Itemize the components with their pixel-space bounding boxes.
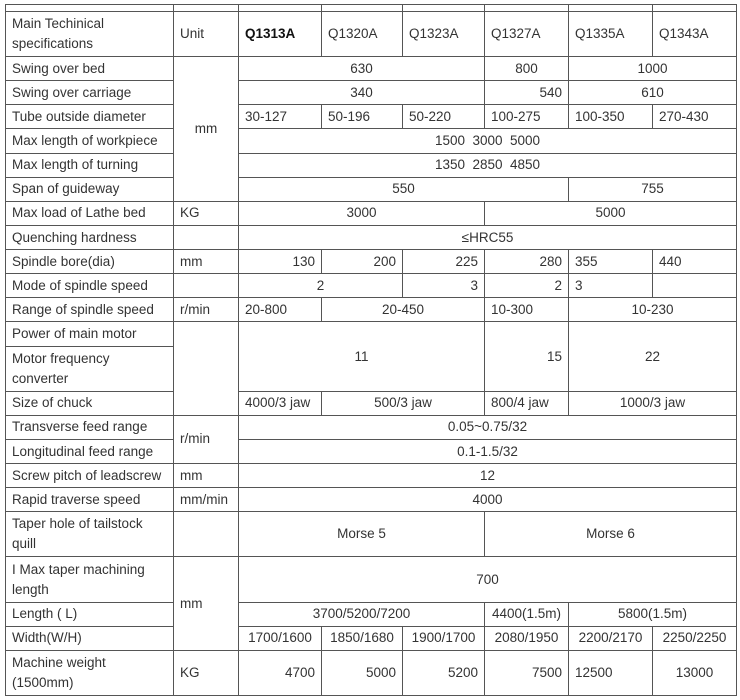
unit-cell [174, 274, 239, 298]
model-q1323a: Q1323A [403, 12, 485, 57]
value-cell: 2 [485, 274, 569, 298]
row-max-length-turning [6, 153, 737, 177]
row-power-main-motor [6, 322, 737, 346]
value-cell: 11 [239, 322, 485, 391]
value-cell: 700 [239, 557, 737, 602]
unit-cell: mm [174, 57, 239, 202]
value-cell: 200 [322, 250, 403, 274]
row-longitudinal-feed-range [6, 439, 737, 463]
value-cell: 4700 [239, 650, 322, 695]
row-taper-hole-tailstock [6, 512, 737, 557]
header-row [6, 12, 737, 57]
unit-cell: r/min [174, 298, 239, 322]
spec-label: Max length of workpiece [6, 129, 174, 153]
value-cell: 1900/1700 [403, 626, 485, 650]
value-cell: 20-450 [322, 298, 485, 322]
value-cell: 500/3 jaw [322, 391, 485, 415]
value-cell: 20-800 [239, 298, 322, 322]
spec-label: Longitudinal feed range [6, 439, 174, 463]
value-cell: 1850/1680 [322, 626, 403, 650]
row-rapid-traverse-speed [6, 488, 737, 512]
spec-label: Mode of spindle speed [6, 274, 174, 298]
value-cell: 100-350 [569, 105, 653, 129]
specifications-table [5, 4, 737, 696]
value-cell: 7500 [485, 650, 569, 695]
value-cell: 3000 [239, 201, 485, 225]
value-cell: 4400(1.5m) [485, 602, 569, 626]
spec-label: Tube outside diameter [6, 105, 174, 129]
row-max-taper-length [6, 557, 737, 602]
value-cell: 755 [569, 177, 737, 201]
value-cell: 550 [239, 177, 569, 201]
model-q1343a: Q1343A [653, 12, 737, 57]
value-cell: 130 [239, 250, 322, 274]
value-cell: 50-196 [322, 105, 403, 129]
spec-label: Rapid traverse speed [6, 488, 174, 512]
spec-label: I Max taper machining length [6, 557, 174, 602]
unit-cell: mm [174, 250, 239, 274]
value-cell: 3700/5200/7200 [239, 602, 485, 626]
value-cell: 2080/1950 [485, 626, 569, 650]
value-cell: 5200 [403, 650, 485, 695]
value-cell: 630 [239, 57, 485, 81]
row-size-of-chuck [6, 391, 737, 415]
unit-cell [174, 512, 239, 557]
value-cell: 610 [569, 81, 737, 105]
spec-label: Swing over carriage [6, 81, 174, 105]
row-screw-pitch [6, 464, 737, 488]
value-cell: 800 [485, 57, 569, 81]
value-cell: 4000 [239, 488, 737, 512]
spec-label: Max load of Lathe bed [6, 201, 174, 225]
value-cell: 1350 2850 4850 [239, 153, 737, 177]
unit-cell: KG [174, 650, 239, 695]
model-q1320a: Q1320A [322, 12, 403, 57]
value-cell: 100-275 [485, 105, 569, 129]
spec-label: Transverse feed range [6, 415, 174, 439]
value-cell: 800/4 jaw [485, 391, 569, 415]
row-mode-spindle-speed [6, 274, 737, 298]
value-cell: 5800(1.5m) [569, 602, 737, 626]
value-cell: 355 [569, 250, 653, 274]
value-cell: ≤HRC55 [239, 225, 737, 249]
unit-cell [174, 322, 239, 415]
spec-label: Span of guideway [6, 177, 174, 201]
value-cell: Morse 5 [239, 512, 485, 557]
value-cell: 22 [569, 322, 737, 391]
model-q1313a: Q1313A [239, 12, 322, 57]
row-length [6, 602, 737, 626]
value-cell: 10-300 [485, 298, 569, 322]
value-cell: 13000 [653, 650, 737, 695]
spec-label: Swing over bed [6, 57, 174, 81]
spec-label: Max length of turning [6, 153, 174, 177]
row-spindle-bore [6, 250, 737, 274]
row-tube-outside-diameter [6, 105, 737, 129]
value-cell: 0.05~0.75/32 [239, 415, 737, 439]
unit-cell: mm/min [174, 488, 239, 512]
value-cell: 1000/3 jaw [569, 391, 737, 415]
value-cell [653, 274, 737, 298]
value-cell: 2250/2250 [653, 626, 737, 650]
header-spec: Main Techinical specifications [6, 12, 174, 57]
spec-label: Spindle bore(dia) [6, 250, 174, 274]
value-cell: 270-430 [653, 105, 737, 129]
value-cell: 2200/2170 [569, 626, 653, 650]
row-swing-over-carriage [6, 81, 737, 105]
spec-label: Motor frequency converter [6, 346, 174, 391]
value-cell: Morse 6 [485, 512, 737, 557]
value-cell: 30-127 [239, 105, 322, 129]
value-cell: 340 [239, 81, 485, 105]
value-cell: 12500 [569, 650, 653, 695]
value-cell: 10-230 [569, 298, 737, 322]
spec-label: Screw pitch of leadscrew [6, 464, 174, 488]
value-cell: 12 [239, 464, 737, 488]
value-cell: 440 [653, 250, 737, 274]
value-cell: 4000/3 jaw [239, 391, 322, 415]
value-cell: 2 [239, 274, 403, 298]
row-range-spindle-speed [6, 298, 737, 322]
row-max-length-workpiece [6, 129, 737, 153]
row-span-of-guideway [6, 177, 737, 201]
value-cell: 5000 [322, 650, 403, 695]
unit-cell: KG [174, 201, 239, 225]
value-cell: 540 [485, 81, 569, 105]
value-cell: 0.1-1.5/32 [239, 439, 737, 463]
unit-cell: r/min [174, 415, 239, 463]
value-cell: 1500 3000 5000 [239, 129, 737, 153]
spec-label: Taper hole of tailstock quill [6, 512, 174, 557]
row-machine-weight [6, 650, 737, 695]
row-swing-over-bed [6, 57, 737, 81]
row-quenching-hardness [6, 225, 737, 249]
row-width [6, 626, 737, 650]
spec-label: Range of spindle speed [6, 298, 174, 322]
spec-label: Power of main motor [6, 322, 174, 346]
spec-label: Machine weight (1500mm) [6, 650, 174, 695]
value-cell: 50-220 [403, 105, 485, 129]
value-cell: 1700/1600 [239, 626, 322, 650]
model-q1335a: Q1335A [569, 12, 653, 57]
value-cell: 225 [403, 250, 485, 274]
row-max-load-lathe-bed [6, 201, 737, 225]
spec-label: Size of chuck [6, 391, 174, 415]
row-transverse-feed-range [6, 415, 737, 439]
spec-label: Length ( L) [6, 602, 174, 626]
value-cell: 280 [485, 250, 569, 274]
spec-label: Quenching hardness [6, 225, 174, 249]
value-cell: 3 [569, 274, 653, 298]
value-cell: 15 [485, 322, 569, 391]
unit-cell: mm [174, 464, 239, 488]
spec-label: Width(W/H) [6, 626, 174, 650]
cropped-top-row [6, 5, 737, 12]
header-unit: Unit [174, 12, 239, 57]
value-cell: 1000 [569, 57, 737, 81]
model-q1327a: Q1327A [485, 12, 569, 57]
unit-cell: mm [174, 557, 239, 650]
value-cell: 5000 [485, 201, 737, 225]
value-cell: 3 [403, 274, 485, 298]
unit-cell [174, 225, 239, 249]
